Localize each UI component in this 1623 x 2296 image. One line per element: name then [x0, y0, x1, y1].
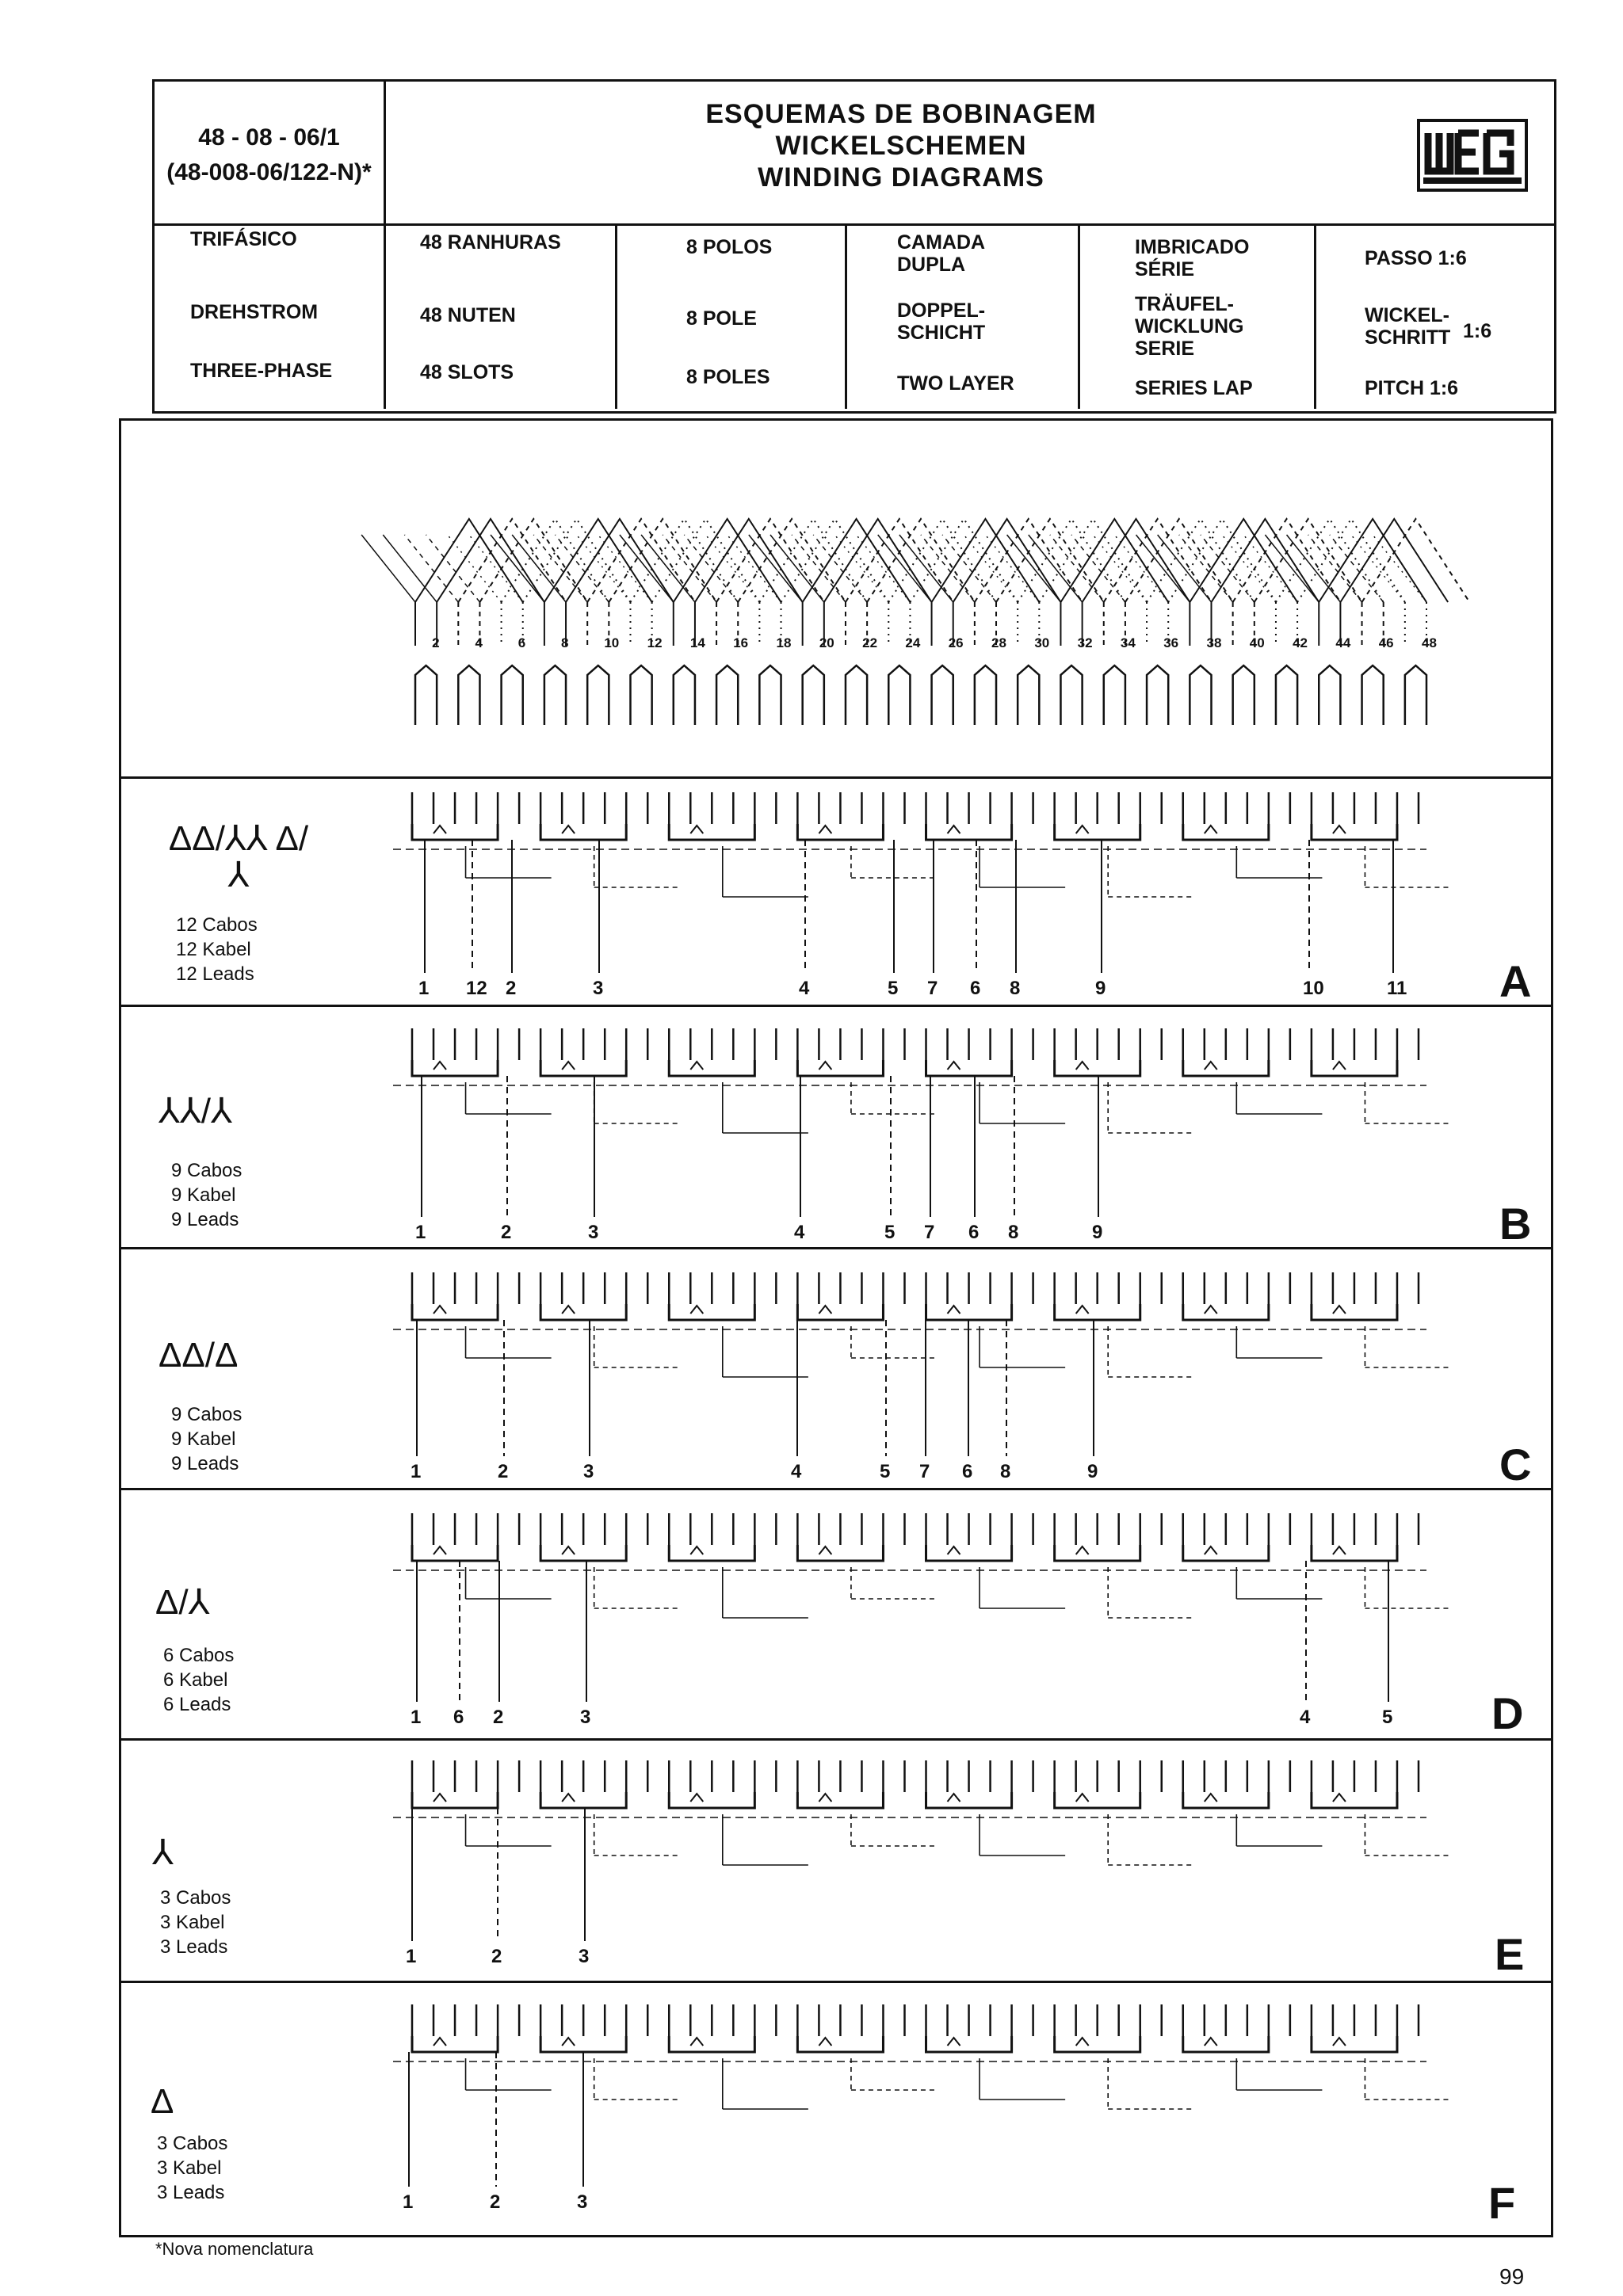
- coil-head: [690, 1306, 703, 1314]
- coil-head: [562, 1547, 575, 1554]
- pole-group-bracket: [1055, 1792, 1140, 1808]
- slot-number: 14: [689, 635, 705, 650]
- slot-number: 46: [1378, 635, 1394, 650]
- section-e-cables-en: 3 Leads: [160, 1936, 228, 1958]
- slot-number: 34: [1120, 635, 1136, 650]
- lead-number: 6: [968, 1222, 980, 1243]
- pole-group-bracket: [669, 1545, 754, 1561]
- lead-number: 5: [884, 1222, 896, 1243]
- lead-number: 9: [1092, 1222, 1103, 1243]
- pole-group-bracket: [797, 1304, 883, 1320]
- coil-head: [819, 1062, 831, 1070]
- pole-group-bracket: [1183, 1792, 1269, 1808]
- slot-number: 18: [776, 635, 792, 650]
- coil-head: [1076, 2038, 1089, 2046]
- pole-group-bracket: [669, 1792, 754, 1808]
- document-code-line2: (48-008-06/122-N)*: [166, 159, 372, 185]
- slot-number: 30: [1034, 635, 1050, 650]
- section-a-cables-de: 12 Kabel: [176, 939, 251, 960]
- section-b-cables: [171, 1158, 242, 1232]
- pole-group-bracket: [669, 2036, 754, 2052]
- slot-number: 26: [948, 635, 964, 650]
- section-e-cables-pt: 3 Cabos: [160, 1887, 231, 1909]
- coil-head: [1205, 1306, 1217, 1314]
- section-e-cables-de: 3 Kabel: [160, 1912, 225, 1933]
- lead-number: 8: [1000, 1461, 1011, 1482]
- section-a-cables: [176, 913, 258, 986]
- section-b-cables-de: 9 Kabel: [171, 1184, 236, 1206]
- pole-group-bracket: [1312, 1545, 1397, 1561]
- lead-number: 6: [453, 1707, 464, 1728]
- lead-number: 10: [1303, 978, 1324, 999]
- pole-group-bracket: [1055, 1545, 1140, 1561]
- spec-phase-pt: TRIFÁSICO: [190, 228, 297, 250]
- spec-phase-en: THREE-PHASE: [190, 360, 333, 382]
- lead-number: 5: [888, 978, 899, 999]
- lead-number: 7: [927, 978, 938, 999]
- coil-head: [1205, 826, 1217, 833]
- slot-number: 38: [1206, 635, 1222, 650]
- title-en: WINDING DIAGRAMS: [758, 162, 1044, 193]
- pole-group-bracket: [926, 1304, 1012, 1320]
- section-b-cables-en: 9 Leads: [171, 1209, 239, 1230]
- coil-head: [690, 1547, 703, 1554]
- slot-number: 10: [604, 635, 620, 650]
- pole-group-bracket: [797, 1060, 883, 1076]
- pole-group-bracket: [540, 1792, 626, 1808]
- pole-group-bracket: [797, 824, 883, 840]
- lead-number: 4: [791, 1461, 802, 1482]
- section-f-symbol: Δ: [151, 2082, 174, 2121]
- lead-number: 2: [498, 1461, 509, 1482]
- lead-number: 6: [970, 978, 981, 999]
- coil-head: [948, 1062, 960, 1070]
- pole-group-bracket: [1312, 1060, 1397, 1076]
- lead-number: 8: [1010, 978, 1021, 999]
- spec-pitch-de: WICKEL- SCHRITT: [1365, 304, 1451, 349]
- lead-number: 7: [919, 1461, 930, 1482]
- coil-head: [562, 826, 575, 833]
- coil-head: [819, 2038, 831, 2046]
- coil-head: [433, 1062, 446, 1070]
- pole-group-bracket: [540, 824, 626, 840]
- section-a-cables-en: 12 Leads: [176, 963, 254, 985]
- section-a-symbol: ΔΔ/⅄⅄ Δ/⅄: [168, 819, 309, 894]
- coil-head: [948, 1794, 960, 1802]
- lead-number: 5: [880, 1461, 891, 1482]
- spec-layer-en: TWO LAYER: [897, 372, 1014, 395]
- pole-group-bracket: [669, 824, 754, 840]
- section-c-cables-en: 9 Leads: [171, 1453, 239, 1474]
- coil-head: [1205, 1547, 1217, 1554]
- section-f-cables-pt: 3 Cabos: [157, 2133, 228, 2154]
- slot-number: 24: [905, 635, 921, 650]
- coil-head: [1076, 1062, 1089, 1070]
- slot-number: 28: [991, 635, 1006, 650]
- lead-number: 5: [1382, 1707, 1393, 1728]
- slot-number: 36: [1163, 635, 1179, 650]
- lead-number: 7: [924, 1222, 935, 1243]
- coil-head: [433, 826, 446, 833]
- section-f-cables-de: 3 Kabel: [157, 2157, 222, 2179]
- coil-head: [690, 1062, 703, 1070]
- lead-number: 3: [588, 1222, 599, 1243]
- slot-number: 42: [1293, 635, 1308, 650]
- coil-head: [819, 1306, 831, 1314]
- lead-number: 2: [493, 1707, 504, 1728]
- coil-head: [690, 826, 703, 833]
- pole-group-bracket: [1055, 824, 1140, 840]
- slot-number: 8: [561, 635, 569, 650]
- pole-group-bracket: [1055, 1060, 1140, 1076]
- lead-number: 1: [418, 978, 430, 999]
- pole-group-bracket: [1312, 824, 1397, 840]
- pole-group-bracket: [797, 2036, 883, 2052]
- coil-head: [1333, 1306, 1346, 1314]
- pole-group-bracket: [412, 1060, 498, 1076]
- lead-number: 9: [1087, 1461, 1098, 1482]
- pole-group-bracket: [669, 1304, 754, 1320]
- coil-head: [1076, 1794, 1089, 1802]
- section-e-letter: E: [1495, 1929, 1525, 1979]
- coil-head: [562, 2038, 575, 2046]
- pole-group-bracket: [540, 1060, 626, 1076]
- slot-number: 32: [1077, 635, 1093, 650]
- section-d-cables-pt: 6 Cabos: [163, 1645, 235, 1666]
- slot-number: 48: [1422, 635, 1437, 650]
- lead-number: 1: [411, 1461, 422, 1482]
- coil-head: [1333, 1794, 1346, 1802]
- footer-note: *Nova nomenclatura: [155, 2239, 314, 2259]
- slot-number: 4: [475, 635, 483, 650]
- slot-number: 20: [819, 635, 834, 650]
- pole-group-bracket: [1312, 2036, 1397, 2052]
- pole-group-bracket: [1183, 1060, 1269, 1076]
- pole-group-bracket: [926, 824, 1012, 840]
- spec-poles-de: 8 POLE: [686, 307, 757, 330]
- pole-group-bracket: [540, 2036, 626, 2052]
- pole-group-bracket: [926, 1545, 1012, 1561]
- lead-number: 11: [1387, 978, 1407, 999]
- spec-slots-en: 48 SLOTS: [420, 361, 514, 383]
- lead-number: 6: [962, 1461, 973, 1482]
- pole-group-bracket: [1312, 1792, 1397, 1808]
- pole-group-bracket: [1183, 1545, 1269, 1561]
- section-d-cables-en: 6 Leads: [163, 1694, 231, 1715]
- pole-group-bracket: [1183, 824, 1269, 840]
- lead-number: 4: [799, 978, 810, 999]
- lead-number: 1: [411, 1707, 422, 1728]
- lead-number: 2: [490, 2191, 501, 2213]
- lead-number: 4: [1300, 1707, 1311, 1728]
- section-c-cables-de: 9 Kabel: [171, 1428, 236, 1450]
- lead-number: 3: [580, 1707, 591, 1728]
- pole-group-bracket: [1055, 1304, 1140, 1320]
- section-b-letter: B: [1499, 1199, 1532, 1249]
- spec-type-en: SERIES LAP: [1135, 377, 1253, 399]
- pole-group-bracket: [797, 1792, 883, 1808]
- coil-head: [1205, 1062, 1217, 1070]
- lead-number: 2: [501, 1222, 512, 1243]
- section-c-cables-pt: 9 Cabos: [171, 1404, 242, 1425]
- title-pt: ESQUEMAS DE BOBINAGEM: [705, 99, 1097, 129]
- spec-phase-de: DREHSTROM: [190, 301, 319, 323]
- document-code-line1: 48 - 08 - 06/1: [198, 124, 340, 151]
- slot-number: 44: [1335, 635, 1351, 650]
- lead-number: 3: [579, 1946, 590, 1967]
- section-f-cables-en: 3 Leads: [157, 2182, 225, 2203]
- section-d-cables: [163, 1643, 234, 1717]
- pole-group-bracket: [1055, 2036, 1140, 2052]
- pole-group-bracket: [926, 2036, 1012, 2052]
- lead-number: 3: [577, 2191, 588, 2213]
- spec-slots-de: 48 NUTEN: [420, 304, 516, 326]
- slot-number: 12: [647, 635, 663, 650]
- coil-head: [1333, 1547, 1346, 1554]
- coil-head: [819, 1547, 831, 1554]
- spec-pitch-de-value: 1:6: [1463, 320, 1492, 342]
- coil-head: [690, 2038, 703, 2046]
- lead-number: 9: [1095, 978, 1106, 999]
- section-e-symbol: ⅄: [152, 1833, 174, 1872]
- coil-head: [948, 2038, 960, 2046]
- section-a-letter: A: [1499, 956, 1532, 1006]
- section-d-cables-de: 6 Kabel: [163, 1669, 228, 1691]
- pole-group-bracket: [412, 1792, 498, 1808]
- spec-slots-pt: 48 RANHURAS: [420, 231, 561, 254]
- section-e-cables: [160, 1886, 231, 1959]
- section-c-cables: [171, 1402, 242, 1476]
- coil-head: [433, 1306, 446, 1314]
- pole-group-bracket: [412, 1545, 498, 1561]
- spec-poles-pt: 8 POLOS: [686, 236, 773, 258]
- pole-group-bracket: [926, 1060, 1012, 1076]
- section-d-symbol: Δ/⅄: [155, 1583, 210, 1622]
- coil-head: [1333, 2038, 1346, 2046]
- section-b-cables-pt: 9 Cabos: [171, 1160, 242, 1181]
- section-d-letter: D: [1491, 1688, 1524, 1738]
- pole-group-bracket: [540, 1304, 626, 1320]
- slot-number: 2: [432, 635, 440, 650]
- pole-group-bracket: [540, 1545, 626, 1561]
- page-number: 99: [1499, 2264, 1525, 2289]
- spec-pitch-en: PITCH 1:6: [1365, 377, 1459, 399]
- coil-head: [1205, 1794, 1217, 1802]
- spec-type-pt: IMBRICADO SÉRIE: [1135, 236, 1250, 280]
- lead-number: 2: [506, 978, 517, 999]
- section-c-letter: C: [1499, 1440, 1532, 1489]
- slot-number: 6: [517, 635, 526, 650]
- pole-group-bracket: [1183, 1304, 1269, 1320]
- coil-head: [433, 2038, 446, 2046]
- lead-number: 4: [794, 1222, 805, 1243]
- lead-number: 8: [1008, 1222, 1019, 1243]
- coil-head: [819, 1794, 831, 1802]
- lead-number: 1: [406, 1946, 417, 1967]
- coil-head: [562, 1794, 575, 1802]
- coil-head: [690, 1794, 703, 1802]
- spec-layer-de: DOPPEL- SCHICHT: [897, 299, 986, 344]
- coil-head: [1205, 2038, 1217, 2046]
- pole-group-bracket: [926, 1792, 1012, 1808]
- lead-number: 2: [491, 1946, 502, 1967]
- coil-head: [819, 826, 831, 833]
- section-f-letter: F: [1488, 2178, 1516, 2228]
- lead-number: 3: [583, 1461, 594, 1482]
- coil-head: [1076, 826, 1089, 833]
- coil-head: [948, 1306, 960, 1314]
- coil-head: [1333, 826, 1346, 833]
- coil-head: [562, 1062, 575, 1070]
- spec-poles-en: 8 POLES: [686, 366, 770, 388]
- coil-head: [948, 826, 960, 833]
- slot-number: 16: [733, 635, 749, 650]
- lead-number: 12: [466, 978, 487, 999]
- pole-group-bracket: [1312, 1304, 1397, 1320]
- slot-number: 22: [862, 635, 878, 650]
- coil-head: [562, 1306, 575, 1314]
- slot-number: 40: [1249, 635, 1265, 650]
- pole-group-bracket: [412, 2036, 498, 2052]
- coil-head: [1076, 1306, 1089, 1314]
- coil-head: [1076, 1547, 1089, 1554]
- pole-group-bracket: [669, 1060, 754, 1076]
- section-a-cables-pt: 12 Cabos: [176, 914, 258, 936]
- lead-number: 3: [593, 978, 604, 999]
- pole-group-bracket: [412, 824, 498, 840]
- pole-group-bracket: [1183, 2036, 1269, 2052]
- pole-group-bracket: [412, 1304, 498, 1320]
- title-de: WICKELSCHEMEN: [775, 131, 1027, 161]
- spec-type-de: TRÄUFEL- WICKLUNG SERIE: [1135, 293, 1244, 360]
- coil-head: [1333, 1062, 1346, 1070]
- section-f-cables: [157, 2131, 227, 2205]
- section-b-symbol: ⅄⅄/⅄: [158, 1092, 232, 1131]
- pole-group-bracket: [797, 1545, 883, 1561]
- lead-number: 1: [403, 2191, 414, 2213]
- section-c-symbol: ΔΔ/Δ: [158, 1336, 239, 1375]
- coil-head: [433, 1794, 446, 1802]
- lead-number: 1: [415, 1222, 426, 1243]
- coil-head: [433, 1547, 446, 1554]
- coil-head: [948, 1547, 960, 1554]
- spec-pitch-pt: PASSO 1:6: [1365, 247, 1467, 269]
- spec-layer-pt: CAMADA DUPLA: [897, 231, 985, 276]
